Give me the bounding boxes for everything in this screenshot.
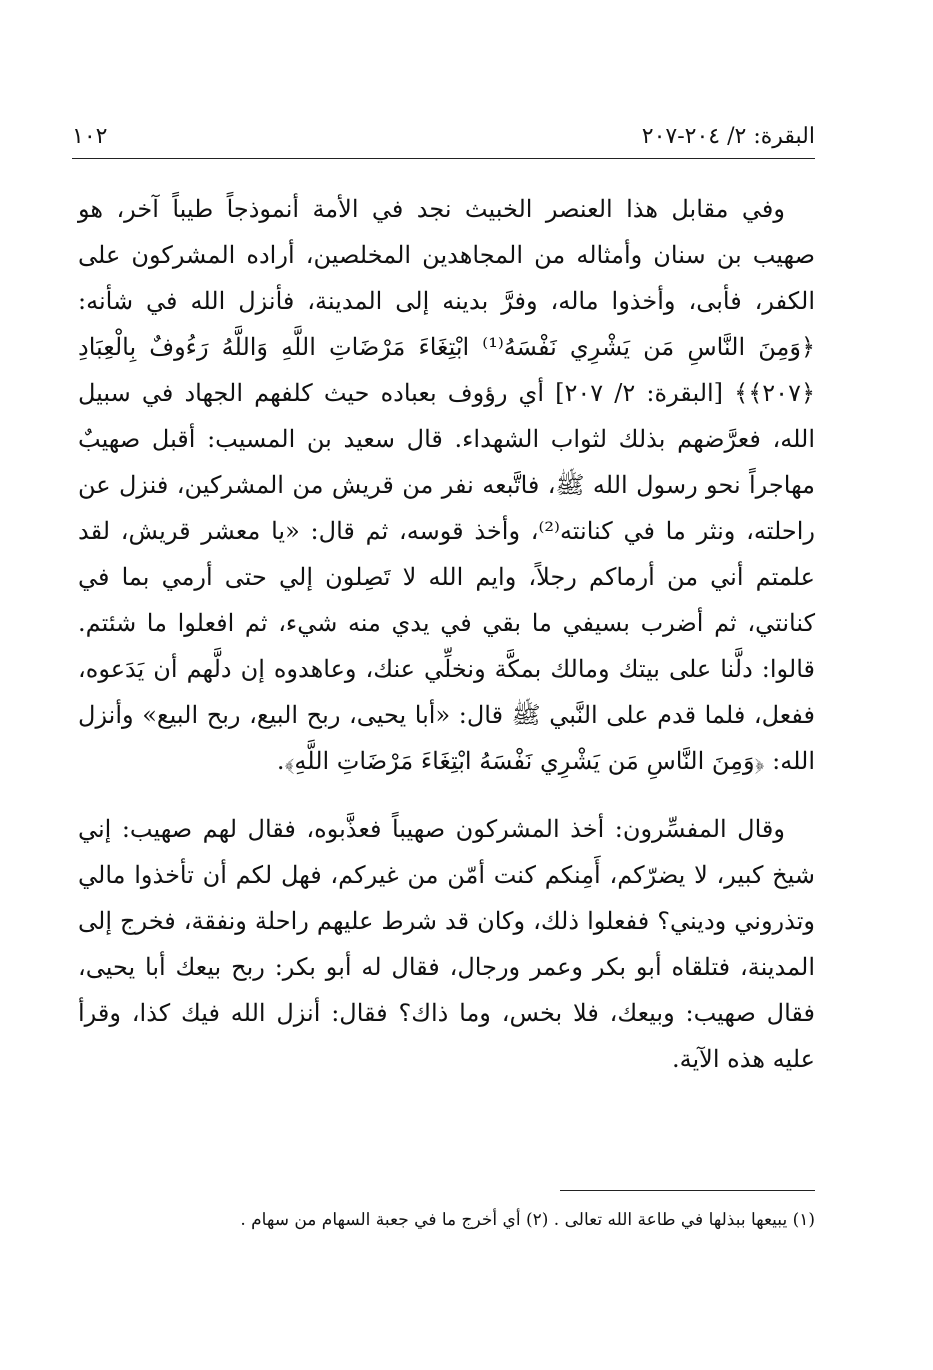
- paragraph: وقال المفسِّرون: أخذ المشركون صهيباً فعذَّبوه، فقال لهم صهيب: إني شيخ كبير، لا يضرّكم، أَمِنكم كنت أمّن من غيركم، فهل لكم أن تأخذوا مالي وتذروني وديني؟ ففعلوا ذلك، وكان قد شرط عليهم راحلة ونفقة، فخرج إلى المدينة، فتلقاه أبو بكر وعمر ورجال، فقال له أبو بكر: ربح بيعك أبا يحيى، فقال صهيب: وبيعك، فلا بخس، وما ذاك؟ فقال: أنزل الله فيك كذا، وقرأ عليه هذه الآية.: [78, 815, 815, 1073]
- paragraph: وفي مقابل هذا العنصر الخبيث نجد في الأمة أنموذجاً طيباً آخر، هو صهيب بن سنان وأمثاله من المجاهدين المخلصين، أراده المشركون على الكفر، فأبى، وأخذوا ماله، وفرَّ بدينه إلى المدينة، فأنزل الله في شأنه: ﴿وَمِنَ النَّاسِ مَن يَشْرِي نَفْسَهُ⁽¹⁾ ابْتِغَاءَ مَرْضَاتِ اللَّهِ وَاللَّهُ رَءُوفٌ بِالْعِبَادِ ﴿٢٠٧﴾﴾ [البقرة: ٢/ ٢٠٧] أي رؤوف بعباده حيث كلفهم الجهاد في سبيل الله، فعرَّضهم بذلك لثواب الشهداء. قال سعيد بن المسيب: أقبل صهيبٌ مهاجراً نحو رسول الله ﷺ، فاتَّبعه نفر من قريش من المشركين، فنزل عن راحلته، ونثر ما في كنانته⁽²⁾، وأخذ قوسه، ثم قال: «يا معشر قريش، لقد علمتم أني من أرماكم رجلاً، وايم الله لا تَصِلون إلي حتى أرمي بما في كنانتي، ثم أضرب بسيفي ما بقي في يدي منه شيء، ثم افعلوا ما شئتم. قالوا: دلَّنا على بيتك ومالك بمكَّة ونخلِّي عنك، وعاهدوه إن دلَّهم أن يَدَعوه، ففعل، فلما قدم على النَّبي ﷺ قال: «أبا يحيى، ربح البيع، ربح البيع» وأنزل الله: ﴿وَمِنَ النَّاسِ مَن يَشْرِي نَفْسَهُ ابْتِغَاءَ مَرْضَاتِ اللَّهِ﴾.: [78, 195, 816, 775]
- footnote-rule: [560, 1190, 815, 1191]
- running-title: البقرة: ٢/ ٢٠٤-٢٠٧: [641, 124, 815, 149]
- footnote: (١) يبيعها ببذلها في طاعة الله تعالى . (٢) أي أخرج ما في جعبة السهام من سهام .: [240, 1210, 815, 1230]
- page-number: ١٠٢: [72, 124, 108, 149]
- header-rule: [72, 158, 815, 159]
- page-header: [72, 120, 815, 156]
- body-text: [78, 186, 815, 1082]
